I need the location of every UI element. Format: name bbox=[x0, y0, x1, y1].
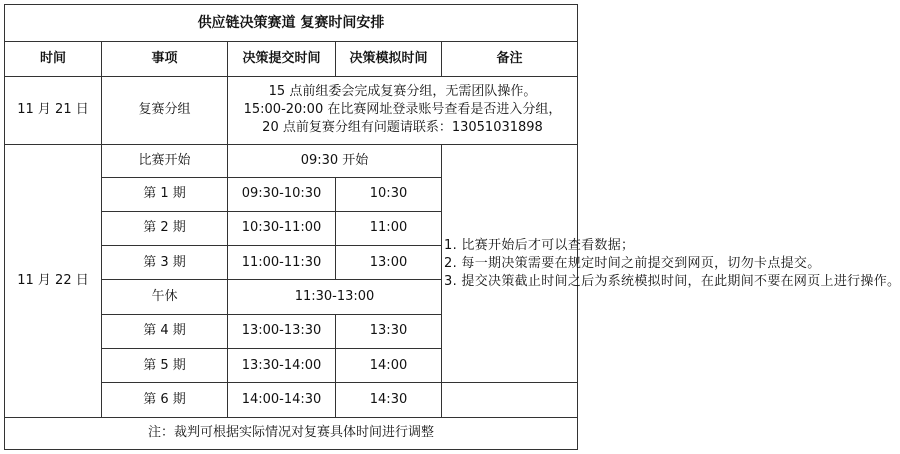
period-submit: 09:30-10:30 bbox=[228, 177, 336, 211]
period-sim: 13:30 bbox=[336, 314, 442, 348]
period-submit: 11:00-11:30 bbox=[228, 246, 336, 280]
period-item: 第 5 期 bbox=[102, 349, 228, 383]
start-item: 比赛开始 bbox=[102, 145, 228, 177]
break-item: 午休 bbox=[102, 280, 228, 314]
header-submit-time: 决策提交时间 bbox=[228, 42, 336, 76]
period-item: 第 3 期 bbox=[102, 246, 228, 280]
period-item: 第 4 期 bbox=[102, 314, 228, 348]
header-remarks: 备注 bbox=[442, 42, 578, 76]
notes-blank-cell bbox=[442, 383, 578, 417]
period-item: 第 6 期 bbox=[102, 383, 228, 417]
note-item: 3. 提交决策截止时间之后为系统模拟时间，在此期间不要在网页上进行操作。 bbox=[444, 273, 900, 289]
period-sim: 13:00 bbox=[336, 246, 442, 280]
period-submit: 14:00-14:30 bbox=[228, 383, 336, 417]
day2-date: 11 月 22 日 bbox=[5, 145, 102, 417]
period-item: 第 2 期 bbox=[102, 211, 228, 245]
footer-note: 注：裁判可根据实际情况对复赛具体时间进行调整 bbox=[5, 417, 578, 449]
note-item: 1. 比赛开始后才可以查看数据； bbox=[444, 237, 635, 253]
day1-line: 20 点前复赛分组有问题请联系：13051031898 bbox=[262, 120, 543, 136]
period-sim: 14:30 bbox=[336, 383, 442, 417]
day1-date: 11 月 21 日 bbox=[5, 76, 102, 145]
schedule-table bbox=[4, 4, 900, 450]
note-item: 2. 每一期决策需要在规定时间之前提交到网页，切勿卡点提交。 bbox=[444, 255, 821, 271]
period-item: 第 1 期 bbox=[102, 177, 228, 211]
header-item: 事项 bbox=[102, 42, 228, 76]
period-sim: 14:00 bbox=[336, 349, 442, 383]
period-sim: 10:30 bbox=[336, 177, 442, 211]
break-time: 11:30-13:00 bbox=[228, 280, 442, 314]
day1-item: 复赛分组 bbox=[102, 76, 228, 145]
start-time: 09:30 开始 bbox=[228, 145, 442, 177]
header-sim-time: 决策模拟时间 bbox=[336, 42, 442, 76]
day2-notes bbox=[442, 145, 900, 383]
day1-line: 15 点前组委会完成复赛分组，无需团队操作。 bbox=[268, 84, 537, 100]
period-submit: 13:00-13:30 bbox=[228, 314, 336, 348]
table-title: 供应链决策赛道 复赛时间安排 bbox=[5, 5, 578, 42]
period-submit: 13:30-14:00 bbox=[228, 349, 336, 383]
day1-description bbox=[228, 76, 578, 145]
period-submit: 10:30-11:00 bbox=[228, 211, 336, 245]
day1-line: 15:00-20:00 在比赛网址登录账号查看是否进入分组， bbox=[243, 102, 562, 118]
period-sim: 11:00 bbox=[336, 211, 442, 245]
header-time: 时间 bbox=[5, 42, 102, 76]
